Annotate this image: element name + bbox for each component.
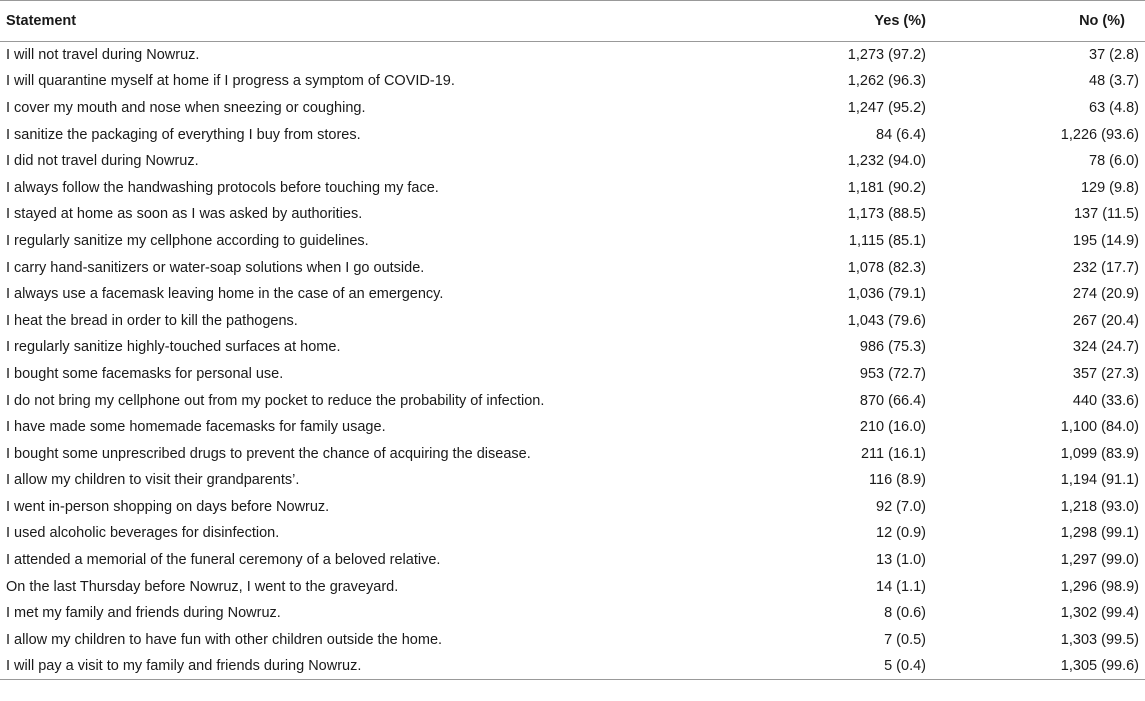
table-row	[0, 121, 1145, 148]
table-row	[0, 467, 1145, 494]
cell-statement: I regularly sanitize highly-touched surfaces at home.	[6, 339, 341, 356]
cell-yes: 14 (1.1)	[876, 578, 926, 595]
cell-statement: On the last Thursday before Nowruz, I went to the graveyard.	[6, 578, 399, 595]
header-statement: Statement	[0, 1, 700, 42]
cell-statement: I bought some facemasks for personal use.	[6, 365, 284, 382]
cell-statement: I always use a facemask leaving home in the case of an emergency.	[6, 286, 444, 303]
cell-statement: I allow my children to have fun with other children outside the home.	[6, 631, 443, 648]
cell-yes: 870 (66.4)	[859, 392, 926, 409]
cell-yes: 211 (16.1)	[860, 445, 926, 462]
cell-statement: I heat the bread in order to kill the pathogens.	[6, 312, 298, 329]
cell-statement: I did not travel during Nowruz.	[6, 153, 199, 170]
cell-no: 195 (14.9)	[1072, 232, 1139, 249]
table-row	[0, 573, 1145, 600]
cell-yes: 7 (0.5)	[884, 631, 926, 648]
table-row	[0, 653, 1145, 680]
table-row	[0, 254, 1145, 281]
cell-yes: 210 (16.0)	[859, 419, 926, 436]
cell-no: 1,194 (91.1)	[1060, 472, 1139, 489]
cell-no: 1,298 (99.1)	[1060, 525, 1139, 542]
table-row	[0, 95, 1145, 122]
cell-yes: 1,273 (97.2)	[847, 47, 926, 64]
cell-yes: 986 (75.3)	[859, 339, 926, 356]
table-row	[0, 440, 1145, 467]
table-row	[0, 334, 1145, 361]
table-row	[0, 627, 1145, 654]
table-row	[0, 228, 1145, 255]
cell-yes: 1,043 (79.6)	[847, 312, 926, 329]
cell-statement: I sanitize the packaging of everything I buy from stores.	[6, 126, 361, 143]
cell-no: 1,100 (84.0)	[1060, 419, 1139, 436]
table-row	[0, 494, 1145, 521]
cell-statement: I met my family and friends during Nowruz.	[6, 605, 281, 622]
table-row	[0, 68, 1145, 95]
cell-yes: 1,247 (95.2)	[847, 99, 926, 116]
cell-no: 1,296 (98.9)	[1060, 578, 1139, 595]
cell-no: 1,297 (99.0)	[1060, 552, 1139, 569]
header-no: No (%)	[960, 1, 1145, 42]
cell-yes: 1,262 (96.3)	[847, 73, 926, 90]
cell-no: 37 (2.8)	[1089, 47, 1139, 64]
cell-no: 267 (20.4)	[1072, 312, 1139, 329]
cell-no: 357 (27.3)	[1072, 365, 1139, 382]
cell-statement: I have made some homemade facemasks for family usage.	[6, 419, 386, 436]
table-row	[0, 281, 1145, 308]
table-row	[0, 201, 1145, 228]
cell-no: 1,302 (99.4)	[1060, 605, 1139, 622]
cell-yes: 953 (72.7)	[859, 365, 926, 382]
table-row	[0, 307, 1145, 334]
cell-yes: 5 (0.4)	[700, 653, 960, 680]
cell-statement: I used alcoholic beverages for disinfection.	[6, 525, 280, 542]
cell-yes: 92 (7.0)	[876, 498, 926, 515]
cell-no: 324 (24.7)	[1072, 339, 1139, 356]
table-body	[0, 42, 1145, 680]
cell-no: 1,303 (99.5)	[1060, 631, 1139, 648]
cell-no: 440 (33.6)	[1072, 392, 1139, 409]
table-row	[0, 414, 1145, 441]
table-row	[0, 600, 1145, 627]
cell-statement: I always follow the handwashing protocols before touching my face.	[6, 179, 439, 196]
table-row	[0, 174, 1145, 201]
cell-no: 78 (6.0)	[1089, 153, 1139, 170]
cell-statement: I went in-person shopping on days before Nowruz.	[6, 498, 330, 515]
table-row	[0, 520, 1145, 547]
header-row	[0, 1, 1145, 42]
cell-no: 129 (9.8)	[1080, 179, 1139, 196]
cell-no: 232 (17.7)	[1072, 259, 1139, 276]
cell-yes: 1,036 (79.1)	[847, 286, 926, 303]
cell-statement: I attended a memorial of the funeral ceremony of a beloved relative.	[6, 552, 441, 569]
cell-no: 48 (3.7)	[1089, 73, 1139, 90]
cell-statement: I regularly sanitize my cellphone according to guidelines.	[6, 232, 369, 249]
cell-yes: 84 (6.4)	[876, 126, 926, 143]
cell-yes: 8 (0.6)	[884, 605, 926, 622]
cell-yes: 13 (1.0)	[876, 552, 926, 569]
header-yes: Yes (%)	[700, 1, 960, 42]
cell-yes: 1,173 (88.5)	[847, 206, 926, 223]
table-row	[0, 361, 1145, 388]
cell-statement: I will quarantine myself at home if I progress a symptom of COVID-19.	[6, 73, 455, 90]
cell-statement: I stayed at home as soon as I was asked by authorities.	[6, 206, 363, 223]
cell-no: 63 (4.8)	[1089, 99, 1139, 116]
cell-statement: I will not travel during Nowruz.	[6, 47, 200, 64]
cell-no: 1,305 (99.6)	[960, 653, 1145, 680]
table-header	[0, 1, 1145, 42]
table-row	[0, 547, 1145, 574]
cell-no: 1,218 (93.0)	[1060, 498, 1139, 515]
cell-statement: I bought some unprescribed drugs to prevent the chance of acquiring the disease.	[6, 445, 531, 462]
cell-yes: 12 (0.9)	[876, 525, 926, 542]
cell-statement: I will pay a visit to my family and friends during Nowruz.	[0, 653, 700, 680]
cell-statement: I allow my children to visit their grandparents’.	[6, 472, 300, 489]
cell-no: 137 (11.5)	[1073, 206, 1139, 223]
cell-statement: I do not bring my cellphone out from my pocket to reduce the probability of infection.	[6, 392, 545, 409]
cell-yes: 1,115 (85.1)	[848, 232, 926, 249]
cell-yes: 1,078 (82.3)	[847, 259, 926, 276]
cell-yes: 116 (8.9)	[869, 472, 926, 489]
cell-no: 1,226 (93.6)	[1060, 126, 1139, 143]
table-row	[0, 148, 1145, 175]
table-row	[0, 42, 1145, 69]
cell-statement: I carry hand-sanitizers or water-soap solutions when I go outside.	[6, 259, 425, 276]
cell-yes: 1,232 (94.0)	[847, 153, 926, 170]
table-row	[0, 387, 1145, 414]
cell-no: 274 (20.9)	[1072, 286, 1139, 303]
cell-statement: I cover my mouth and nose when sneezing or coughing.	[6, 99, 366, 116]
cell-no: 1,099 (83.9)	[1060, 445, 1139, 462]
cell-yes: 1,181 (90.2)	[847, 179, 926, 196]
